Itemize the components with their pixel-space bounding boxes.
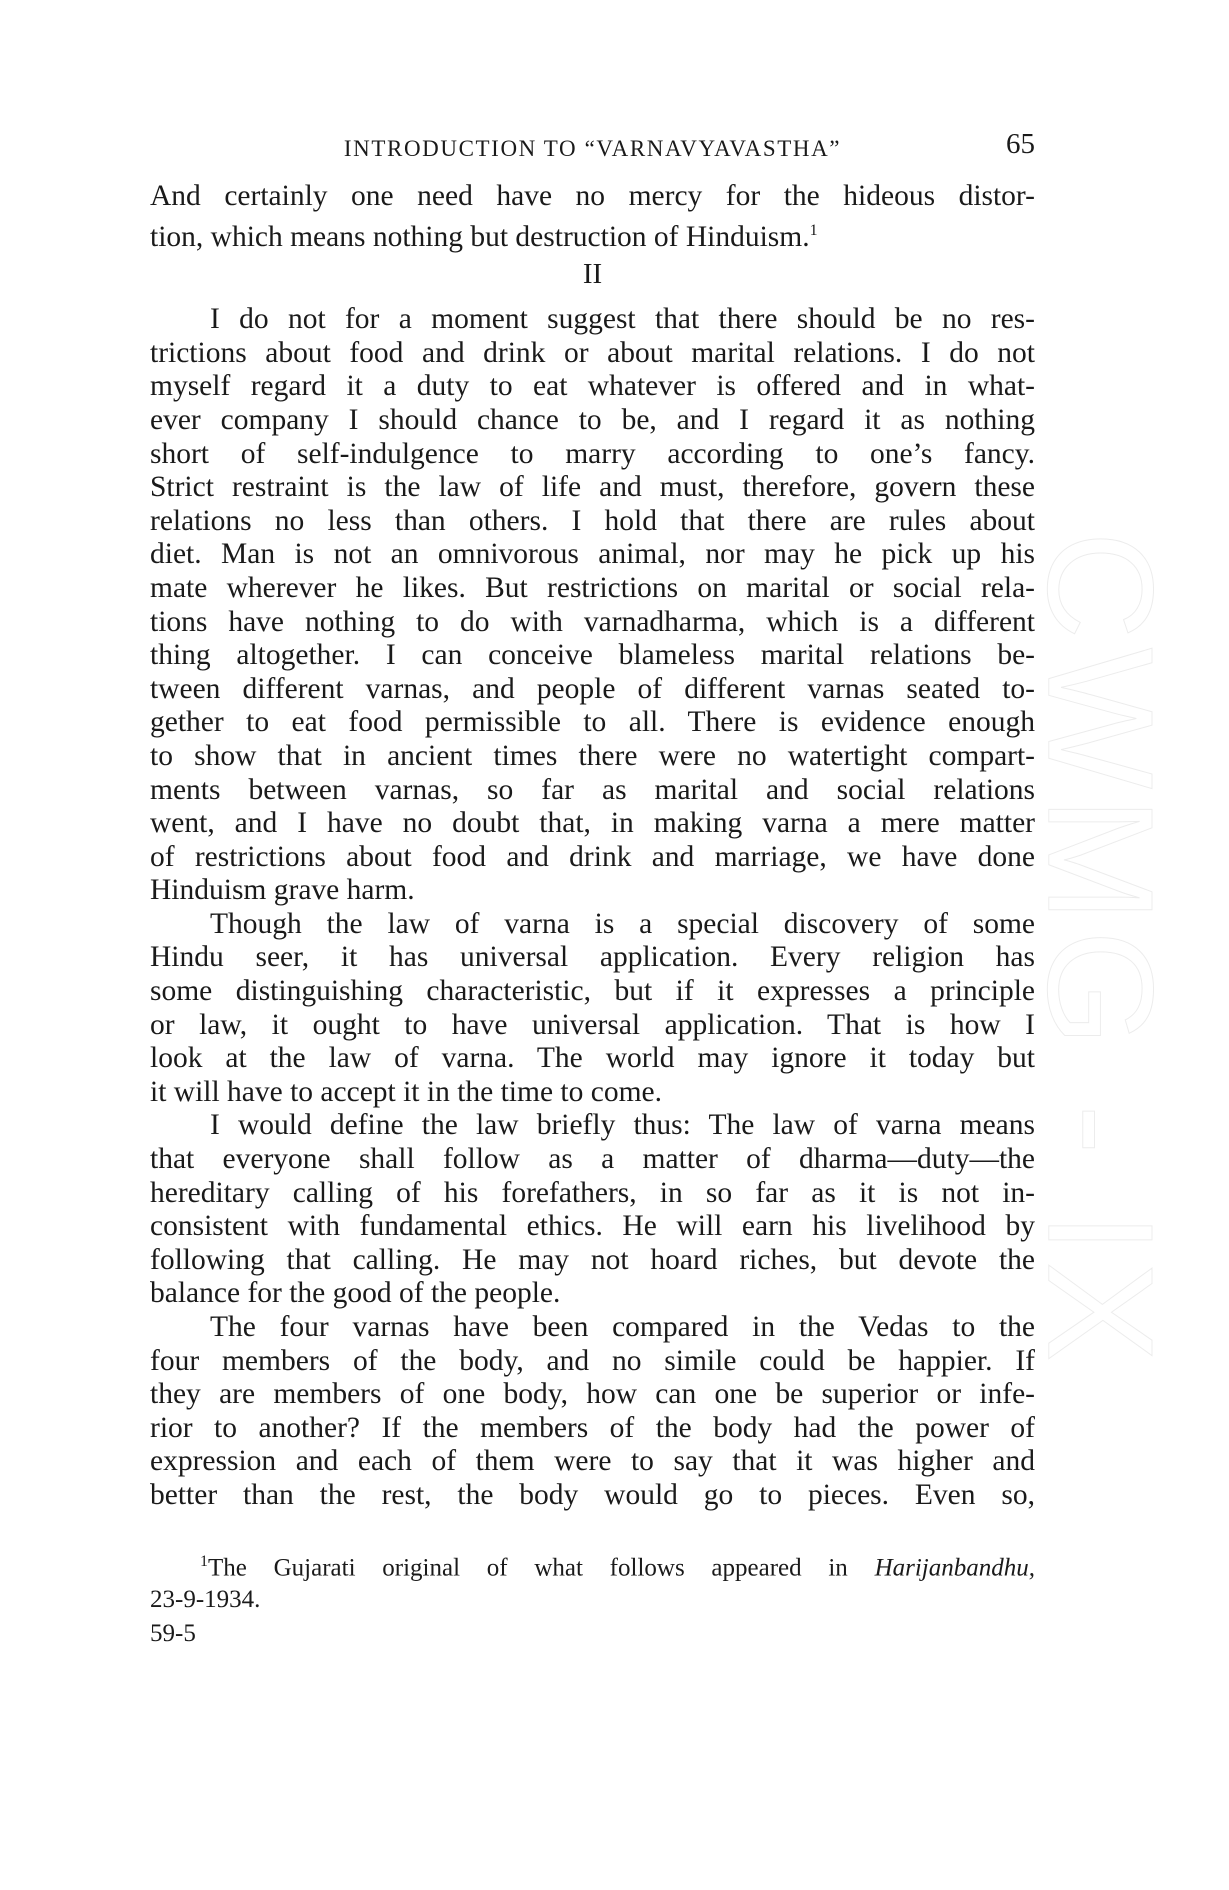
section-number: II xyxy=(582,258,603,291)
paragraph-2 xyxy=(150,908,1035,1110)
footnote-text: The Gujarati original of what follows appeared in xyxy=(208,1554,875,1582)
text-line: rior to another? If the members of the body had the power of xyxy=(150,1411,1035,1444)
text-line: thing altogether. I can conceive blameless marital relations be- xyxy=(150,639,1035,672)
text-line: expression and each of them were to say that it was higher and xyxy=(150,1445,1035,1478)
paragraph-1 xyxy=(150,303,1035,908)
continuation-paragraph xyxy=(150,180,1035,253)
running-head xyxy=(150,128,1035,168)
text-line: diet. Man is not an omnivorous animal, nor may he pick up his xyxy=(150,538,1035,571)
footnote-date: 23-9-1934. xyxy=(150,1586,261,1614)
text-line: Hindu seer, it has universal application. Every religion has xyxy=(150,941,1035,974)
text-line: it will have to accept it in the time to come. xyxy=(150,1075,663,1108)
paragraph-4 xyxy=(150,1311,1035,1513)
footnote-marker: 1 xyxy=(200,1553,208,1570)
text-line: ever company I should chance to be, and I regard it as nothing xyxy=(150,403,1035,436)
text-line: I do not for a moment suggest that there should be no res- xyxy=(210,303,1035,336)
footnote-reference: 1 xyxy=(809,221,818,239)
text-line: mate wherever he likes. But restrictions on marital or social rela- xyxy=(150,571,1035,604)
text-line: hereditary calling of his forefathers, in so far as it is not in- xyxy=(150,1176,1035,1209)
footnote-source: Harijanbandhu, xyxy=(874,1554,1035,1582)
running-title: INTRODUCTION TO “VARNAVYAVASTHA” xyxy=(343,136,842,161)
text-line: Strict restraint is the law of life and must, therefore, govern these xyxy=(150,471,1035,504)
text-line: better than the rest, the body would go to pieces. Even so, xyxy=(150,1478,1035,1511)
text-line: tion, which means nothing but destruction of Hinduism.$^1$ xyxy=(150,220,818,253)
text-line: of restrictions about food and drink and marriage, we have done xyxy=(150,840,1035,873)
text-line: relations no less than others. I hold that there are rules about xyxy=(150,504,1035,537)
text-line: to show that in ancient times there were no watertight compart- xyxy=(150,739,1035,772)
text-line: look at the law of varna. The world may ignore it today but xyxy=(150,1042,1035,1075)
text-line: The four varnas have been compared in the Vedas to the xyxy=(210,1311,1035,1343)
text-line: myself regard it a duty to eat whatever is offered and in what- xyxy=(150,370,1035,403)
text-line: gether to eat food permissible to all. There is evidence enough xyxy=(150,706,1035,739)
text-line: ments between varnas, so far as marital and social relations xyxy=(150,773,1035,806)
text-line: or law, it ought to have universal application. That is how I xyxy=(150,1008,1035,1041)
footnote-line xyxy=(150,1546,1035,1584)
text-line: tions have nothing to do with varnadharma, which is a different xyxy=(150,605,1035,638)
text-line: trictions about food and drink or about marital relations. I do not xyxy=(150,336,1035,369)
text-line: four members of the body, and no simile could be happier. If xyxy=(150,1344,1035,1377)
text-line: short of self-indulgence to marry according to one’s fancy. xyxy=(150,437,1035,470)
text-line: they are members of one body, how can one be superior or infe- xyxy=(150,1378,1035,1411)
text-line: Hinduism grave harm. xyxy=(150,874,415,907)
footnote xyxy=(150,1546,1035,1616)
paragraph-3 xyxy=(150,1109,1035,1311)
text-line: tween different varnas, and people of different varnas seated to- xyxy=(150,672,1035,705)
page-number: 65 xyxy=(1006,128,1035,160)
text-line: Though the law of varna is a special discovery of some xyxy=(210,907,1035,940)
text-line: And certainly one need have no mercy for the hideous distor- xyxy=(150,180,1035,212)
text-line: balance for the good of the people. xyxy=(150,1277,561,1310)
text-line: following that calling. He may not hoard riches, but devote the xyxy=(150,1243,1035,1276)
text-line: I would define the law briefly thus: The law of varna means xyxy=(210,1109,1035,1142)
text-line: that everyone shall follow as a matter of dharma—duty—the xyxy=(150,1143,1035,1176)
signature-mark: 59-5 xyxy=(150,1620,196,1647)
text-line: went, and I have no doubt that, in making varna a mere matter xyxy=(150,807,1035,840)
body-text xyxy=(150,180,1035,1513)
text-line: consistent with fundamental ethics. He will earn his livelihood by xyxy=(150,1210,1035,1243)
watermark-text: CWMG - IX xyxy=(1016,530,1185,1370)
text-line: some distinguishing characteristic, but if it expresses a principle xyxy=(150,975,1035,1008)
